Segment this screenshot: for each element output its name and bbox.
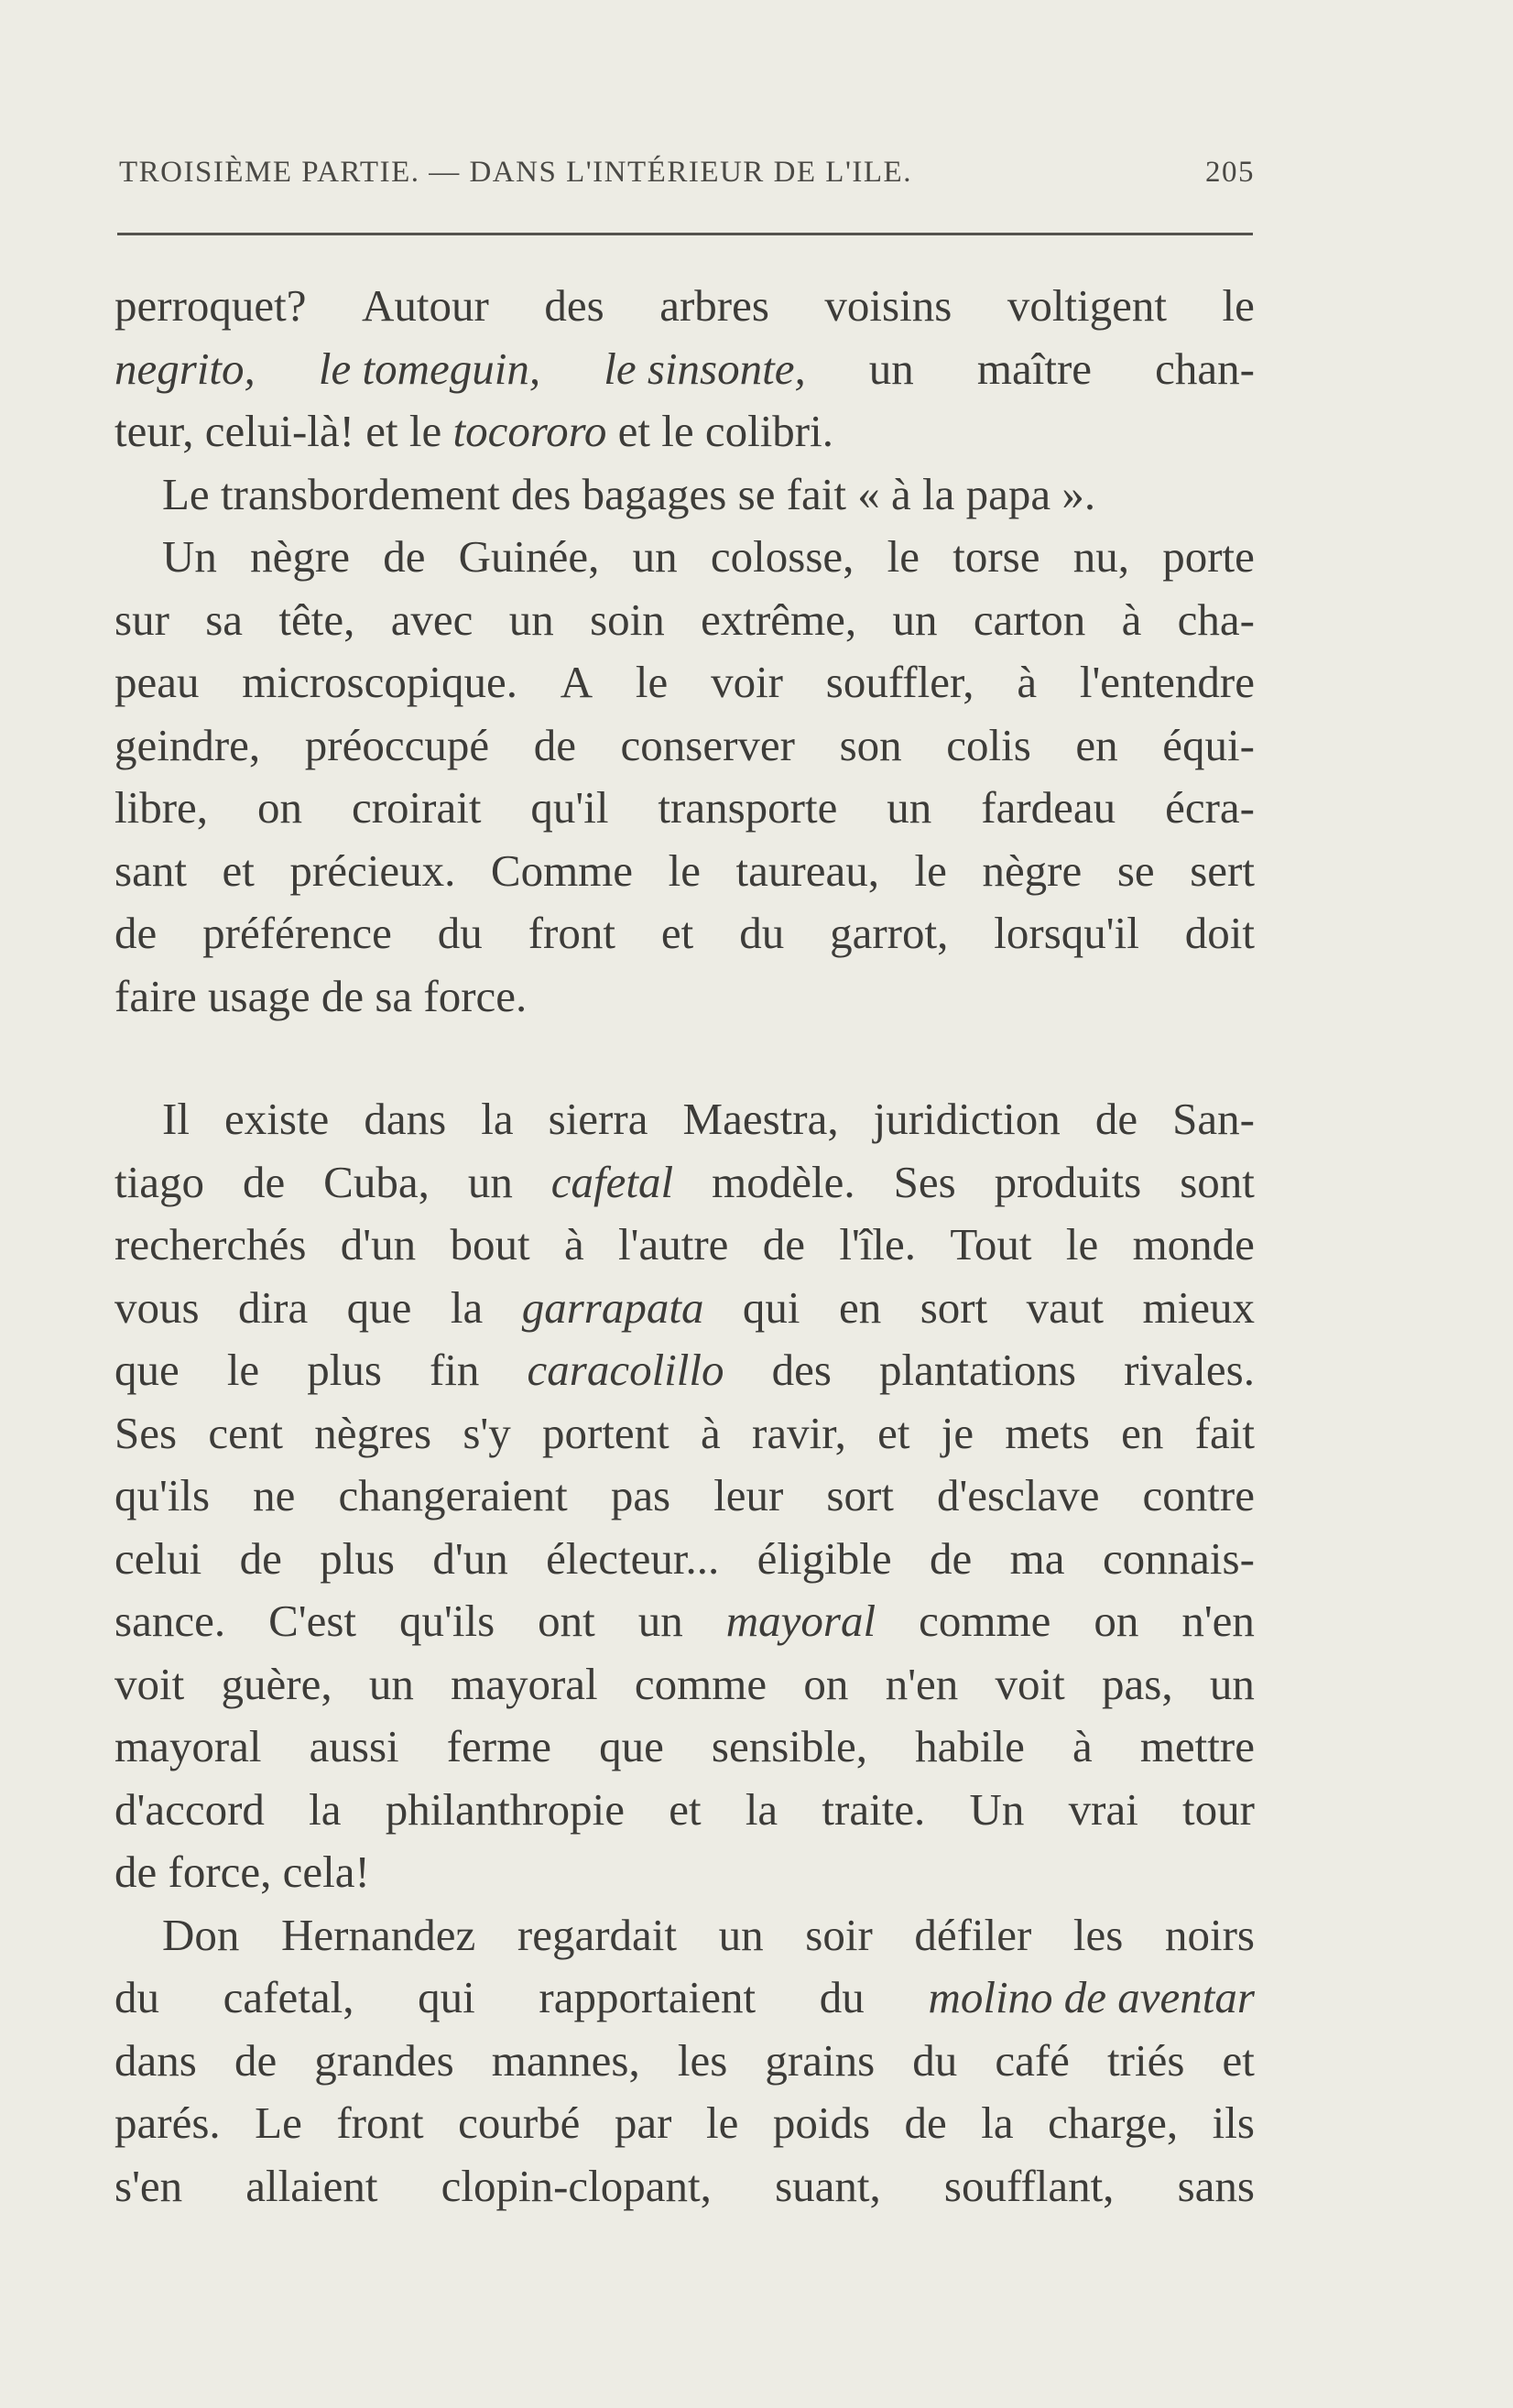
word: dira [238,1281,309,1333]
text-line [114,714,1255,778]
word: ont [538,1596,595,1646]
word: écra- [1165,782,1255,833]
word: à [563,1219,584,1269]
text-line [114,1779,1255,1842]
word: Maestra, [682,1094,839,1144]
word: Tout [950,1219,1032,1269]
text-line [114,1402,1255,1466]
word: nu, [1072,531,1129,582]
word: bagages [582,468,727,519]
word: grandes [314,2034,454,2086]
word: de [234,2034,278,2086]
word: cha- [1177,594,1255,645]
word: regardait [517,1909,677,1960]
word: et [1222,2034,1255,2086]
word: mieux [1142,1281,1255,1333]
word: tour [1182,1783,1255,1835]
word: sa [205,594,244,645]
word: perroquet? [114,280,307,331]
word: la [450,1281,484,1333]
word: et [222,844,255,896]
word: soufflant, [943,2160,1115,2211]
word: un [892,594,938,645]
word: mayoral [451,1658,598,1709]
word: usage [208,970,310,1021]
word: du [437,908,483,958]
word: soir [805,1909,873,1960]
word: de [321,970,365,1021]
word: vrai [1068,1783,1138,1835]
text-line [114,2092,1255,2155]
word: colibri. [704,406,833,456]
word: Autour [362,280,489,331]
word: fardeau [981,782,1116,833]
word: sans [1177,2160,1255,2211]
page-number: 205 [1205,156,1255,189]
word: Comme [490,844,634,896]
word: d'un [340,1219,417,1269]
word: précieux. [289,844,456,896]
word: carton [973,594,1086,645]
word: un [508,594,554,645]
word: aussi [309,1721,399,1771]
word: triés [1107,2034,1185,2086]
word: le [887,531,920,582]
word: en [1075,719,1118,770]
word: un [868,343,914,394]
word: tête, [278,594,355,645]
word: monde [1132,1219,1255,1269]
word: le [668,844,701,896]
text-line [114,777,1255,840]
word: cent [208,1407,283,1458]
word: mannes, [491,2034,640,2086]
word: transporte [658,782,838,833]
word: sont [1180,1156,1255,1207]
word: des [771,1345,832,1395]
word: tiago [114,1156,204,1207]
text-line [114,1716,1255,1779]
word: celui [114,1532,202,1584]
text-line [114,526,1255,589]
word: voisins [824,280,952,331]
word: produits [994,1156,1142,1207]
word: n'en [885,1658,959,1709]
text-line [114,2155,1255,2218]
word: extrême, [701,594,857,645]
word: de [904,2097,947,2148]
word: et [365,406,398,456]
word: pas, [1102,1658,1173,1709]
word: et [617,406,650,456]
word: à [1017,657,1038,707]
word: fait [1194,1407,1255,1458]
word: force. [423,970,528,1021]
word: ravir, [752,1407,846,1458]
word: qui [418,1972,475,2022]
word: ferme [446,1721,551,1771]
word: changeraient [338,1470,568,1520]
word: et [660,908,694,958]
text-line [114,1841,1255,1904]
text-line [114,1590,1255,1653]
word: front [336,2097,424,2148]
italic-term: le tomeguin, [318,343,541,394]
word: vaut [1026,1281,1105,1333]
text-line [114,1151,1255,1215]
italic-term: cafetal [550,1156,674,1207]
word: éligible [756,1532,892,1584]
word: sort [920,1281,988,1333]
word: transbordement [220,468,500,519]
word: dans [114,2034,197,2086]
word: dans [364,1094,447,1144]
word: arbres [659,280,769,331]
word: de [114,1847,158,1897]
word: plus [320,1532,395,1584]
italic-term: negrito, [114,343,256,394]
word: que [346,1281,412,1333]
word: grains [765,2034,876,2086]
word: préférence [202,908,392,958]
word: de [242,1156,286,1207]
section-gap [114,1028,1255,1088]
word: mets [1005,1407,1090,1458]
word: plus [307,1345,382,1395]
text-line [114,1277,1255,1340]
word: d'esclave [936,1470,1100,1520]
word: et [877,1407,910,1458]
word: philanthropie [385,1783,625,1835]
word: de [239,1532,282,1584]
word: d'accord [114,1783,265,1835]
running-head [119,156,1255,202]
text-line [114,275,1255,338]
word: lorsqu'il [994,908,1139,958]
word: ne [253,1470,296,1520]
word: geindre, [114,719,261,770]
text-line [114,1904,1255,1967]
word: la [481,1094,514,1144]
word: peau [114,657,200,707]
word: mayoral [114,1721,262,1771]
word: un [887,782,932,833]
word: modèle. [712,1156,855,1207]
word: que [114,1345,180,1395]
text-line [114,463,1255,527]
word: parés. [114,2097,221,2148]
word: croirait [351,782,482,833]
word: sant [114,844,187,896]
text-line [114,651,1255,714]
word: guère, [221,1658,332,1709]
word: pas [610,1470,671,1520]
word: équi- [1162,719,1255,770]
word: doit [1184,908,1255,958]
italic-term: molino de aventar [928,1972,1255,2022]
word: se [737,468,776,519]
word: front [528,908,615,958]
word: électeur... [546,1532,720,1584]
word: sert [1190,844,1255,896]
italic-term: mayoral [725,1596,876,1646]
word: ma [1009,1532,1065,1584]
word: Le [162,468,210,519]
word: suant, [775,2160,881,2211]
word: l'autre [618,1219,729,1269]
word: charge, [1048,2097,1179,2148]
word: Cuba, [323,1156,430,1207]
word: Don [162,1909,240,1960]
word: libre, [114,782,209,833]
word: l'entendre [1079,657,1255,707]
word: et [669,1783,702,1835]
word: fin [430,1345,480,1395]
word: cafetal, [223,1972,354,2022]
word: A [560,657,593,707]
word: un [368,1658,414,1709]
word: Hernandez [281,1909,476,1960]
italic-term: garrapata [521,1281,704,1333]
italic-term: caracolillo [527,1345,724,1395]
word: un [467,1156,513,1207]
text-line [114,1214,1255,1277]
word: se [1116,844,1155,896]
text-line [114,840,1255,903]
word: sa [375,970,413,1021]
text-line [114,2030,1255,2093]
text-line [114,1528,1255,1591]
word: recherchés [114,1219,307,1269]
text-line [114,400,1255,463]
word: le [661,406,694,456]
word: Guinée, [458,531,600,582]
word: soin [590,594,665,645]
word: café [995,2034,1070,2086]
word: du [739,908,785,958]
word: Le [255,2097,302,2148]
word: existe [223,1094,330,1144]
word: des [510,468,571,519]
word: de [930,1532,973,1584]
word: un [1209,1658,1255,1709]
word: fait [786,468,847,519]
word: Ses [893,1156,956,1207]
word: garrot, [830,908,949,958]
word: de [762,1219,806,1269]
word: on [803,1658,849,1709]
text-line [114,1465,1255,1528]
word: le [1065,1219,1099,1269]
word: mettre [1139,1721,1255,1771]
word: à [701,1407,721,1458]
word: les [1072,1909,1124,1960]
word: la [745,1783,778,1835]
text-line [114,338,1255,401]
word: Un [969,1783,1025,1835]
word: à [1121,594,1142,645]
word: juridiction [873,1094,1061,1144]
word: un [637,1596,683,1646]
word: contre [1142,1470,1255,1520]
text-line [114,902,1255,965]
word: voir [711,657,783,707]
word: traite. [822,1783,926,1835]
word: qui [742,1281,800,1333]
word: on [1094,1596,1139,1646]
word: de [383,531,426,582]
word: rapportaient [539,1972,756,2022]
word: un [632,531,678,582]
word: sur [114,594,169,645]
word: conserver [620,719,795,770]
word: son [839,719,902,770]
word: s'en [114,2160,183,2211]
word: de [533,719,576,770]
word: qu'ils [114,1470,211,1520]
word: bout [450,1219,530,1269]
word: en [839,1281,882,1333]
word: du [819,1972,865,2022]
word: sierra [548,1094,648,1144]
header-rule [117,233,1253,235]
word: torse [952,531,1040,582]
word: le [914,844,947,896]
word: n'en [1181,1596,1255,1646]
word: voit [995,1658,1065,1709]
word: souffler, [825,657,974,707]
word: habile [915,1721,1025,1771]
text-line [114,1088,1255,1151]
word: faire [114,970,197,1021]
word: poids [772,2097,871,2148]
word: teur, [114,406,194,456]
italic-term: tocororo [452,406,607,456]
word: allaient [245,2160,378,2211]
word: du [114,1972,159,2022]
word: noirs [1164,1909,1255,1960]
word: que [599,1721,664,1771]
word: le [635,657,669,707]
word: leur [713,1470,784,1520]
word: la [981,2097,1014,2148]
word: la [309,1783,342,1835]
word: comme [919,1596,1051,1646]
text-line [114,965,1255,1029]
word: l'île. [839,1219,917,1269]
word: chan- [1155,343,1255,394]
word: Il [162,1094,190,1144]
text-line [114,589,1255,652]
word: nègres [314,1407,432,1458]
word: sance. [114,1596,226,1646]
text-line [114,1653,1255,1716]
word: maître [976,343,1093,394]
word: le [1222,280,1255,331]
word: à [1072,1721,1093,1771]
word: microscopique. [242,657,517,707]
word: le [226,1345,260,1395]
word: voltigent [1007,280,1168,331]
word: défiler [914,1909,1032,1960]
text-line [114,1967,1255,2030]
word: force, [168,1847,272,1897]
word: des [544,280,604,331]
word: colis [946,719,1031,770]
italic-term: le sinsonte, [604,343,806,394]
word: colosse, [710,531,854,582]
running-title: TROISIÈME PARTIE. — DANS L'INTÉRIEUR DE L'ILE. [119,156,912,189]
word: rivales. [1124,1345,1255,1395]
word: je [941,1407,974,1458]
word: sensible, [711,1721,868,1771]
word: cela! [282,1847,370,1897]
word: plantations [878,1345,1077,1395]
word: un [718,1909,764,1960]
word: taureau, [735,844,879,896]
word: du [912,2034,958,2086]
text-line [114,1339,1255,1402]
word: qu'il [530,782,609,833]
word: avec [390,594,473,645]
word: préoccupé [304,719,490,770]
word: en [1121,1407,1164,1458]
word: celui-là! [204,406,354,456]
word: le [408,406,442,456]
word: Ses [114,1407,178,1458]
word: nègre [250,531,350,582]
word: courbé [458,2097,581,2148]
word: « à la papa ». [857,468,1096,519]
word: sort [826,1470,894,1520]
body-text [114,275,1255,2217]
word: on [257,782,302,833]
word: ils [1212,2097,1255,2148]
word: comme [634,1658,767,1709]
word: le [705,2097,739,2148]
word: San- [1172,1094,1255,1144]
word: connais- [1102,1532,1255,1584]
word: vous [114,1281,200,1333]
word: par [614,2097,672,2148]
word: Un [162,531,217,582]
word: qu'ils [399,1596,495,1646]
word: de [1094,1094,1138,1144]
word: de [114,908,158,958]
word: porte [1162,531,1255,582]
word: portent [542,1407,669,1458]
word: d'un [432,1532,508,1584]
word: clopin-clopant, [441,2160,712,2211]
word: les [677,2034,728,2086]
word: voit [114,1658,185,1709]
word: C'est [268,1596,357,1646]
word: nègre [982,844,1083,896]
word: s'y [463,1407,511,1458]
